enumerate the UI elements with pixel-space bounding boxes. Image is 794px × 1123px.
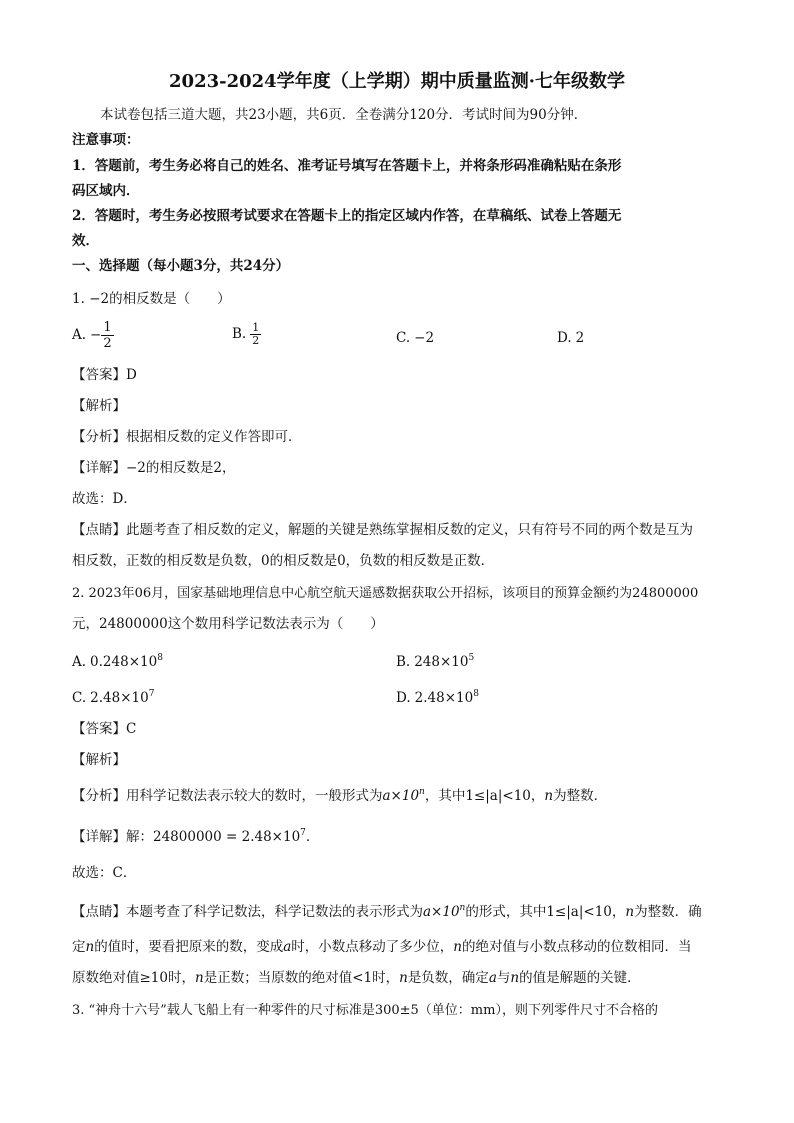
q2-comment-cond: 1≤|a|<10 — [546, 904, 612, 920]
q2-analysis-tag: 【分析】 — [72, 788, 126, 804]
q2-detail-exp: 7 — [300, 828, 306, 838]
q2-option-a — [72, 652, 163, 672]
q1-option-a-label: A. — [72, 327, 87, 343]
q2-analysis-form: a×10 — [382, 788, 420, 804]
q2-comment-tag: 【点睛】 — [72, 904, 126, 920]
q2-option-d-base: 2.48×10 — [414, 690, 474, 706]
q2-option-d-label: D. — [396, 690, 411, 706]
q2-comment3-b: 是正数；当原数的绝对值<1时， — [203, 970, 400, 986]
q2-option-b-exp: 5 — [468, 653, 475, 663]
section-1-heading: 一、选择题（每小题3分，共24分） — [72, 258, 290, 274]
q2-analysis-text-c: ， — [530, 788, 545, 804]
q2-option-a-label: A. — [72, 654, 87, 670]
q2-comment-form-exp: n — [459, 903, 466, 913]
q2-comment-line3 — [72, 968, 641, 988]
exam-intro: 本试卷包括三道大题，共23小题，共6页．全卷满分120分．考试时间为90分钟． — [100, 107, 588, 123]
q2-comment2-n2: n — [453, 939, 462, 955]
q1-option-b-denominator: 2 — [252, 334, 260, 347]
q2-detail-text: 解： — [126, 829, 153, 845]
q2-detail — [72, 827, 319, 847]
q1-option-d-value: 2 — [575, 330, 585, 346]
q2-option-c-label: C. — [72, 690, 87, 706]
q1-option-d — [557, 328, 584, 348]
q1-option-c-label: C. — [396, 330, 411, 346]
q2-analysis-text-a: 用科学记数法表示较大的数时，一般形式为 — [126, 788, 383, 804]
q1-detail-value: 2 — [213, 460, 222, 476]
q2-option-d-exp: 8 — [473, 689, 479, 699]
q3-stem: 3. “神舟十六号”载人飞船上有一种零件的尺寸标准是300±5（单位：mm），则下列零件尺寸不合格的 — [72, 1003, 658, 1018]
q2-comment3-d: 与 — [496, 970, 511, 986]
q2-answer-value: C — [126, 721, 137, 737]
q1-comment-cont: 相反数，正数的相反数是负数，0的相反数是0，负数的相反数是正数． — [72, 553, 495, 569]
q2-option-a-exp: 8 — [157, 653, 163, 663]
q1-analysis-tag: 【分析】 — [72, 429, 126, 445]
q2-comment3-a: 原数绝对值≥10时， — [72, 970, 195, 986]
q1-expr: −2 — [89, 291, 110, 307]
q2-analysis-text-d: 为整数． — [553, 788, 608, 804]
q2-analysis-form-exp: n — [419, 787, 425, 797]
q1-detail-tag: 【详解】 — [72, 460, 126, 476]
q2-option-a-base: 0.248×10 — [90, 654, 158, 670]
q2-option-b-label: B. — [396, 654, 411, 670]
q2-option-b — [396, 652, 474, 672]
q2-analysis-cond: 1≤|a|<10 — [465, 788, 531, 804]
q1-detail-end: ， — [222, 460, 236, 476]
q2-detail-tag: 【详解】 — [72, 829, 126, 845]
q2-comment3-n: n — [195, 970, 204, 986]
q1-jiexi-tag: 【解析】 — [72, 398, 126, 414]
q2-detail-end: ． — [305, 829, 320, 845]
q1-analysis — [72, 427, 302, 447]
q2-jiexi-tag: 【解析】 — [72, 752, 126, 768]
q2-comment-line2 — [72, 937, 691, 957]
q2-comment — [72, 902, 702, 922]
q2-choice: 故选：C． — [72, 865, 137, 881]
q1-option-a — [72, 320, 114, 351]
q2-option-c — [72, 688, 154, 708]
q2-option-c-exp: 7 — [148, 689, 155, 699]
q1-stem — [72, 289, 231, 309]
q1-answer-value: D — [126, 367, 137, 383]
q1-detail-expr: −2 — [126, 460, 146, 476]
q1-detail — [72, 458, 236, 478]
q1-stem-text: 的相反数是（ ） — [109, 291, 231, 307]
q2-comment2-d: 的绝对值与小数点移动的位数相同．当 — [461, 939, 692, 955]
q2-comment3-a-var: a — [488, 970, 497, 986]
notice-item-2-cont: 效． — [72, 233, 99, 249]
q2-comment-c: ， — [611, 904, 626, 920]
q2-comment2-a-var: a — [283, 939, 292, 955]
q1-comment-line1: 此题考查了相反数的定义，解题的关键是熟练掌握相反数的定义，只有符号不同的两个数是互为 — [126, 522, 693, 538]
q2-comment-d: 为整数．确 — [634, 904, 702, 920]
q2-analysis-n: n — [544, 788, 554, 804]
q2-comment-n: n — [625, 904, 635, 920]
q1-option-a-sign: − — [90, 327, 102, 343]
q2-analysis-text-b: ，其中 — [424, 788, 466, 804]
q2-comment-b: 的形式，其中 — [465, 904, 547, 920]
q2-comment2-n: n — [85, 939, 95, 955]
q1-analysis-text: 根据相反数的定义作答即可． — [126, 429, 302, 445]
q2-option-c-base: 2.48×10 — [90, 690, 149, 706]
q2-option-b-base: 248×10 — [414, 654, 469, 670]
q1-choice: 故选：D． — [72, 491, 137, 507]
q1-option-c-value: −2 — [414, 330, 435, 346]
q2-stem-cont: 元，24800000这个数用科学记数法表示为（ ） — [72, 616, 384, 632]
q1-option-a-denominator: 2 — [103, 336, 112, 351]
q1-option-d-label: D. — [557, 330, 572, 346]
notice-item-1-cont: 码区域内． — [72, 183, 140, 199]
q2-comment3-n3: n — [510, 970, 520, 986]
q2-option-d — [396, 688, 479, 708]
q2-comment2-c: 时，小数点移动了多少位， — [291, 939, 454, 955]
q1-option-b-numerator: 1 — [252, 321, 260, 334]
q2-comment-a: 本题考查了科学记数法，科学记数法的表示形式为 — [126, 904, 423, 920]
q2-comment-form: a×10 — [423, 904, 460, 920]
q2-comment2-a: 定 — [72, 939, 86, 955]
q2-comment3-e: 的值是解题的关键． — [519, 970, 641, 986]
q2-comment2-b: 的值时，要看把原来的数，变成 — [94, 939, 284, 955]
q1-comment — [72, 520, 693, 540]
q1-option-b — [232, 322, 261, 347]
q2-comment3-n2: n — [399, 970, 408, 986]
q2-detail-eq: 24800000 = 2.48×10 — [153, 829, 301, 845]
q1-detail-text: 的相反数是 — [145, 460, 214, 476]
q2-answer — [72, 719, 136, 739]
notice-item-1: 1．答题前，考生务必将自己的姓名、准考证号填写在答题卡上，并将条形码准确粘贴在条形 — [72, 158, 622, 174]
notice-heading: 注意事项： — [72, 132, 140, 148]
q1-answer-tag: 【答案】 — [72, 367, 126, 383]
q1-comment-tag: 【点睛】 — [72, 522, 126, 538]
q2-analysis — [72, 786, 607, 806]
q2-stem: 2. 2023年06月，国家基础地理信息中心航空航天遥感数据获取公开招标，该项目的预算金额约为24800000 — [72, 586, 699, 601]
q1-option-a-numerator: 1 — [103, 320, 112, 335]
notice-item-2: 2．答题时，考生务必按照考试要求在答题卡上的指定区域内作答，在草稿纸、试卷上答题无 — [72, 208, 622, 224]
q1-number: 1. — [72, 291, 85, 307]
q2-comment3-c: 是负数，确定 — [407, 970, 489, 986]
page-title: 2023-2024学年度（上学期）期中质量监测·七年级数学 — [169, 71, 625, 92]
q1-option-c — [396, 328, 434, 348]
q1-answer — [72, 365, 137, 385]
q2-answer-tag: 【答案】 — [72, 721, 126, 737]
q1-option-b-label: B. — [232, 326, 247, 342]
